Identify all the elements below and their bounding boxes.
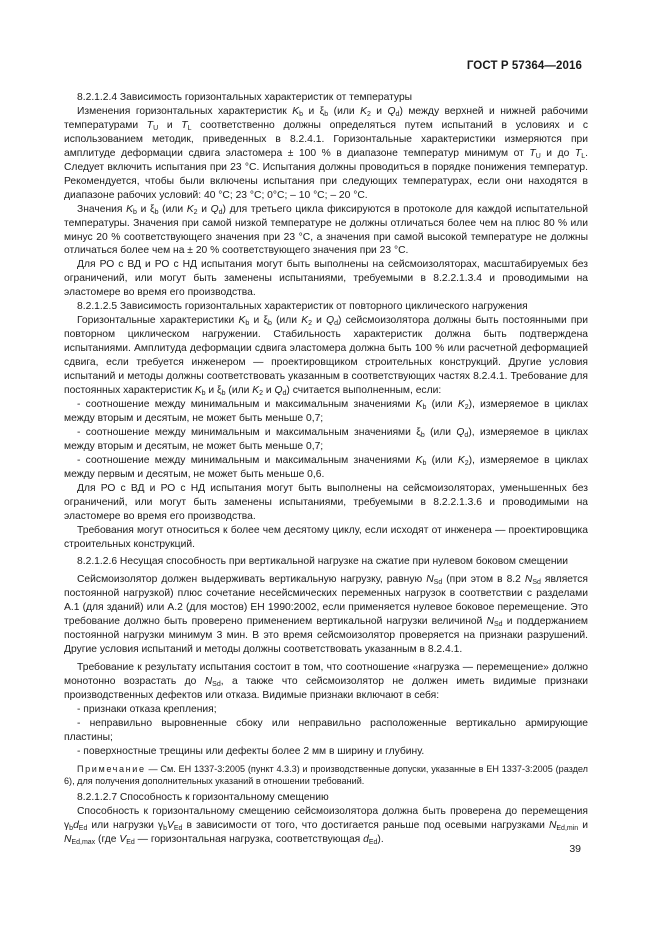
paragraph-cyclic-intro: Горизонтальные характеристики $K_b$ и $\xi_b$ (или $K_2$ и $Q_d$) сейсмоизолятора должны быть постоянными при повторном циклическом нагружении. Стабильность характеристик должна быть подтверждена испытаниями. Амплитуда деформации сдвига эластомера должна быть 100 % или расчетной деформацией сдвига, если требуется инженером — проектировщиком строительных конструкций. Другие условия испытаний и методы должны соответствовать указанным в соответствующих частях 8.2.4.1. Требование для постоянных характеристик $K_b$ и $\xi_b$ (или $K_2$ и $Q_d$) считается выполненным, если: [64,315,588,398]
paragraph-horizontal-displacement: Способность к горизонтальному смещению сейсмоизолятора должна быть проверена до перемещения $\gamma_bd_{Ed}$ или нагрузки $\gamma_bV_{Ed}$ в зависимости от того, что достигается раньше под осевыми нагрузками $N_{Ed,min}$ и $N_{Ed,max}$ (где $V_{Ed}$ — горизонтальная нагрузка, соответствующая $d_{Ed}$). [64,806,588,847]
paragraph-test-requirement: Требование к результату испытания состоит в том, что соотношение «нагрузка — перемещение» должно монотонно возрастать до $N_{Sd}$, а также что сейсмоизолятор не должен иметь видимые признаки производственных дефектов или отказа. Видимые признаки включают в себя: [64,662,588,702]
list-item-cyclic-kb-first: - соотношение между минимальным и максимальным значениями $K_b$ (или $K_2$), измеряемое в циклах между первым и десятым, не может быть меньше 0,6. [64,454,588,480]
note [64,763,588,788]
section-heading-8-2-1-2-4: 8.2.1.2.4 Зависимость горизонтальных характеристик от температуры [77,92,413,103]
list-item-cyclic-xi: - соотношение между минимальным и максимальным значениями $\xi_b$ (или $Q_d$), измеряемое в циклах между вторым и десятым, не может быть меньше 0,7; [64,426,589,452]
note-label: Примечание [77,763,146,774]
list-item-fixing-failure: - признаки отказа крепления; [77,703,217,715]
paragraph-temperature-intro: Изменения горизонтальных характеристик $K_b$ и $\xi_b$ (или $K_2$ и $Q_d$) между верхней и нижней рабочими температурами $T_U$ и $T_L$ соответственно должны определяться путем испытаний в условиях и с использованием методик, приведенных в 8.2.4.1. Горизонтальные характеристики измеряются при амплитуде деформации сдвига эластомера ± 100 % в диапазоне температур минимум от $T_U$ и до $T_L$. Следует включить испытания при 23 °С. Испытания должны проводиться в порядке понижения температур. Рекомендуется, чтобы были включены испытания при следующих температурах, если они находятся в диапазоне рабочих условий: 40 °С; 23 °С; 0°С; – 10 °С; – 20 °С. [64,105,588,201]
list-item-surface-cracks: - поверхностные трещины или дефекты более 2 мм в ширину и глубину. [77,745,425,757]
document-body [64,91,588,847]
paragraph-vertical-load: Сейсмоизолятор должен выдерживать вертикальную нагрузку, равную $N_{Sd}$ (при этом в 8.2 $N_{Sd}$ является постоянной нагрузкой) плюс сочетание несейсмических переменных нагрузок в соответствии с разделами А.1 (для зданий) или А.2 (для мостов) ЕН 1990:2002, если применяется нулевое боковое перемещение. Это требование должно быть проверено применением вертикальной нагрузки величиной $N_{Sd}$ и поддержанием постоянной нагрузки минимум 3 мин. В это время сейсмоизолятор проверяется на признаки разрушений. Другие условия испытаний и методы должны соответствовать указанным в 8.2.4.1. [64,574,588,656]
paragraph-temperature-ro: Для РО с ВД и РО с НД испытания могут быть выполнены на сейсмоизоляторах, масштабируемых без ограничений, или могут быть заменены испытаниями, требуемыми в 8.2.2.1.3.4 и проводимыми на эластомере во время его производства. [64,259,588,299]
section-heading-8-2-1-2-7: 8.2.1.2.7 Способность к горизонтальному смещению [77,792,329,804]
paragraph-temperature-values: Значения $K_b$ и $\xi_b$ (или $K_2$ и $Q_d$) для третьего цикла фиксируются в протоколе для каждой испытательной температуры. Значения при самой низкой температуре не должны отличаться более чем на плюс 80 % или минус 20 % соответствующего значения при 23 °С, а значения при самой высокой температуре не должны отличаться более чем на ± 20 % соответствующего значения при 23 °С. [64,203,589,257]
note-text: — См. ЕН 1337-3:2005 (пункт 4.3.3) и производственные допуски, указанные в ЕН 1337-3:2005 (раздел 6), для получения дополнительных указаний в отношении требований. [64,763,588,787]
section-heading-8-2-1-2-5: 8.2.1.2.5 Зависимость горизонтальных характеристик от повторного циклического нагружения [77,301,528,313]
page-number: 39 [569,843,581,855]
paragraph-cyclic-tenth: Требования могут относиться к более чем десятому циклу, если исходят от инженера — проектировщика строительных конструкций. [64,524,588,550]
paragraph-cyclic-ro: Для РО с ВД и РО с НД испытания могут быть выполнены на сейсмоизоляторах, уменьшенных без ограничений, или могут быть заменены испытаниями, требуемыми в 8.2.2.1.3.6 и проводимыми на эластомере во время его производства. [64,482,588,522]
list-item-cyclic-kb: - соотношение между минимальным и максимальным значениями $K_b$ (или $K_2$), измеряемое в циклах между вторым и десятым, не может быть меньше 0,7; [64,398,588,424]
list-item-misaligned-plates: - неправильно выровненные сбоку или неправильно расположенные вертикально армирующие пластины; [64,717,588,743]
section-heading-8-2-1-2-6: 8.2.1.2.6 Несущая способность при вертикальной нагрузке на сжатие при нулевом боковом смещении [77,556,569,568]
document-code-header: ГОСТ Р 57364—2016 [466,60,582,72]
